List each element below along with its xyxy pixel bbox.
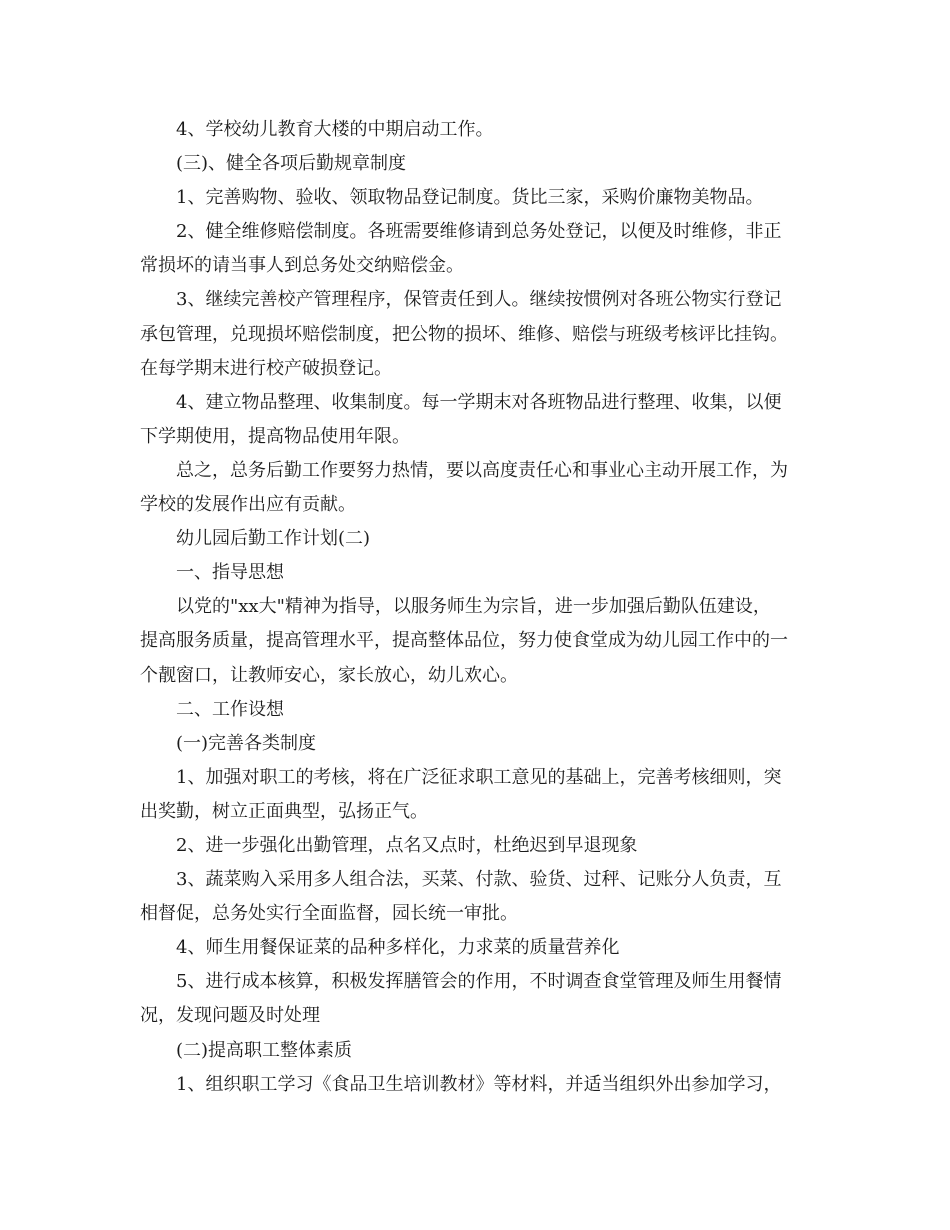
text-line: 幼儿园后勤工作计划(二)	[176, 528, 371, 550]
document-body	[140, 113, 820, 1102]
text-line: 3、蔬菜购入采用多人组合法，买菜、付款、验货、过秤、记账分人负责，互	[176, 869, 782, 891]
text-line: 总之，总务后勤工作要努力热情，要以高度责任心和事业心主动开展工作，为	[176, 459, 788, 481]
text-line: 3、继续完善校产管理程序，保管责任到人。继续按惯例对各班公物实行登记	[176, 289, 782, 311]
text-line: 下学期使用，提高物品使用年限。	[140, 425, 410, 447]
text-line: 学校的发展作出应有贡献。	[140, 494, 356, 516]
text-line: 在每学期末进行校产破损登记。	[140, 357, 392, 379]
text-line: 5、进行成本核算，积极发挥膳管会的作用，不时调查食堂管理及师生用餐情	[176, 971, 782, 993]
text-line: 提高服务质量，提高管理水平，提高整体品位，努力使食堂成为幼儿园工作中的一	[140, 630, 788, 652]
text-line: 2、健全维修赔偿制度。各班需要维修请到总务处登记，以便及时维修，非正	[176, 221, 782, 243]
text-line: 1、组织职工学习《食品卫生培训教材》等材料，并适当组织外出参加学习，	[176, 1073, 782, 1095]
text-line: 以党的"xx大"精神为指导，以服务师生为宗旨，进一步加强后勤队伍建设，	[176, 596, 771, 618]
text-line: 4、师生用餐保证菜的品种多样化，力求菜的质量营养化	[176, 937, 620, 959]
text-line: 1、完善购物、验收、领取物品登记制度。货比三家，采购价廉物美物品。	[176, 187, 764, 209]
text-line: (一)完善各类制度	[176, 732, 317, 754]
text-line: 二、工作设想	[176, 698, 284, 720]
text-line: 2、进一步强化出勤管理，点名又点时，杜绝迟到早退现象	[176, 834, 638, 856]
text-line: 出奖勤，树立正面典型，弘扬正气。	[140, 800, 428, 822]
text-line: (三)、健全各项后勤规章制度	[176, 153, 407, 175]
text-line: 4、建立物品整理、收集制度。每一学期末对各班物品进行整理、收集，以便	[176, 391, 782, 413]
text-line: 一、指导思想	[176, 562, 284, 584]
text-line: 4、学校幼儿教育大楼的中期启动工作。	[176, 119, 494, 140]
text-line: 常损坏的请当事人到总务处交纳赔偿金。	[140, 255, 464, 277]
text-line: 况，发现问题及时处理	[140, 1005, 320, 1027]
text-line: 相督促，总务处实行全面监督，园长统一审批。	[140, 903, 518, 925]
text-line: (二)提高职工整体素质	[176, 1039, 353, 1061]
text-line: 个靓窗口，让教师安心，家长放心，幼儿欢心。	[140, 664, 518, 686]
text-line: 承包管理，兑现损坏赔偿制度，把公物的损坏、维修、赔偿与班级考核评比挂钩。	[140, 323, 788, 345]
text-line: 1、加强对职工的考核，将在广泛征求职工意见的基础上，完善考核细则，突	[176, 766, 782, 788]
